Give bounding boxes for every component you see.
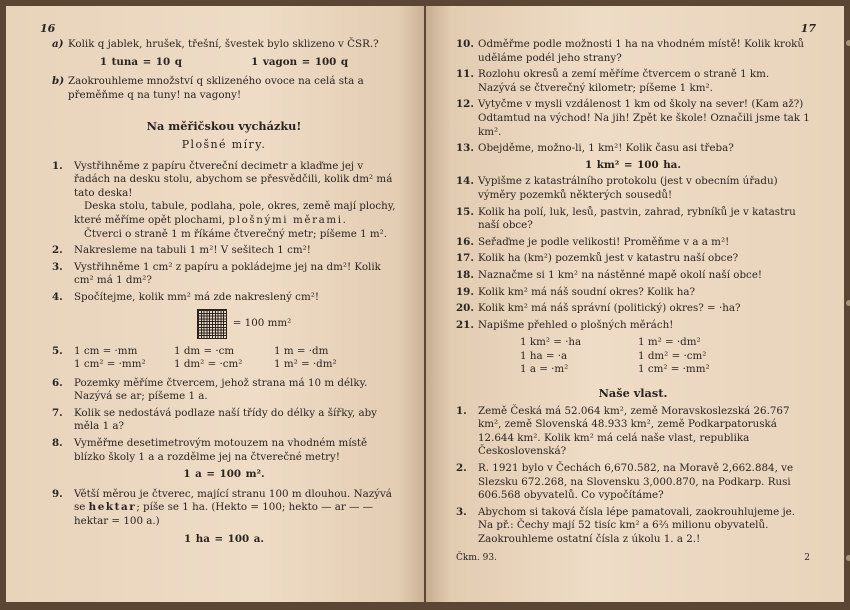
exercise-number: 20. [456,302,474,315]
exercise-text: Vytyčme v mysli vzdálenost 1 km od školy na sever! (Kam až?) Odtamtud na východ! Na jih! Zpět ke škole! Označili jsme tak 1 km². [478,98,810,138]
exercise-14 [456,175,810,202]
exercise-6-number: 6. [52,376,63,389]
unit-m2-dm2: 1 m² = ·dm² [274,358,337,371]
exercise-text: Kolik ha polí, luk, lesů, pastvin, zahrad, rybníků je v katastru naší obce? [478,205,796,232]
exercise-text: Odměřme podle možnosti 1 ha na vhodném místě! Kolik kroků uděláme podél jeho strany? [478,38,805,64]
exercise-number: 14. [456,175,474,188]
section-heading-measuring: Na měřičskou vycházku! [146,119,302,134]
exercise-number: 18. [456,268,474,281]
exercise-2 [52,244,396,258]
binding-hole [846,555,850,561]
exercise-a [52,38,396,52]
exercise-text: Obejděme, možno-li, 1 km²! Kolik času asi třeba? [478,142,734,155]
exercise-text: Rozlohu okresů a zemí měříme čtvercem o straně 1 km. Nazývá se čtverečný kilometr; píšeme 1 km². [478,68,770,94]
exercise-6 [52,377,396,404]
exercise-9-spaced-term: hektar [88,501,137,514]
exercise-number: 16. [456,235,474,248]
exercise-number: 15. [456,205,474,218]
exercise-text: Napišme přehled o plošných měrách! [478,318,674,331]
formula-hektar: 1 ha = 100 a. [183,532,265,545]
unit-km2-ha: 1 km² = ·ha [520,336,582,349]
exercise-2-text: Nakresleme na tabuli 1 m²! V sešitech 1 cm²! [74,244,311,257]
exercise-4-number: 4. [52,290,63,303]
unit-a-m2: 1 a = ·m² [520,363,569,376]
formula-km2-ha: 1 km² = 100 ha. [585,158,681,171]
exercise-b-number: b) [52,75,65,88]
exercise-number: 21. [456,318,474,331]
formula-ar: 1 a = 100 m². [183,468,265,481]
exercise-1-para3: Čtverci o straně 1 m říkáme čtverečný metr; píšeme 1 m². [84,227,388,240]
exercise-7 [52,407,396,434]
exercise-8-number: 8. [52,437,63,450]
exercise-a-text: Kolik q jablek, hrušek, třešní, švestek bylo sklizeno v ČSR.? [68,38,379,50]
exercise-5-units [52,345,396,372]
exercise-3-number: 3. [52,260,63,273]
cm2-grid-figure [92,309,396,339]
exercise-text: Kolik ha (km²) pozemků jest v katastru naší obce? [478,252,739,265]
exercise-number: 12. [456,98,474,111]
exercise-number: 13. [456,142,474,155]
homeland-exercise-1 [456,405,810,459]
exercise-12 [456,98,810,139]
exercise-1-spaced-term: plošnými měrami. [228,213,348,226]
exercise-b [52,75,396,102]
exercise-16 [456,236,810,250]
section-subheading-area: Plošné míry. [181,137,267,151]
exercise-1-text: Vystřihněme z papíru čtvereční decimetr a klaďme jej v řadách na desku stolu, abychom se přesvědčili, kolik dm² má tato deska! [74,159,393,199]
unit-cm-mm: 1 cm = ·mm [74,344,138,357]
exercise-1-para2-text: Deska stolu, tabule, podlaha, pole, okres, země mají plochy, které měříme opět plochami, [74,200,396,226]
unit-cm2-mm2: 1 cm² = ·mm² [638,363,710,376]
exercise-3-text: Vystřihněme 1 cm² z papíru a pokládejme jej na dm²! Kolik cm² má 1 dm²? [74,260,381,287]
grid-label: = 100 mm² [232,316,292,329]
exercise-4-text: Spočítejme, kolik mm² má zde nakreslený cm²! [74,290,319,303]
exercise-number: 11. [456,68,474,81]
unit-m-dm: 1 m = ·dm [274,344,329,357]
exercise-4 [52,291,396,305]
exercise-9-text2: ; píše se 1 ha. (Hekto = 100; hekto — ar — — hektar = 100 a.) [74,501,373,528]
exercise-number: 3. [456,505,467,518]
exercise-text: Vypišme z katastrálního protokolu (jest v obecním úřadu) výměry pozemků některých sousedů! [478,175,778,201]
exercise-text: Kolik km² má náš soudní okres? Kolik ha? [478,285,696,298]
exercise-text: Naznačme si 1 km² na nástěnné mapě okolí naší obce! [478,268,763,281]
unit-dm2-cm2: 1 dm² = ·cm² [174,358,243,371]
exercise-b-text: Zaokrouhleme množství q sklizeného ovoce na celá sta a přeměňme q na tuny! na vagony! [68,75,364,101]
signature-number: 2 [804,553,810,564]
exercise-text: Kolik km² má náš správní (politický) okres? = ·ha? [478,302,741,315]
exercise-9-number: 9. [52,487,63,500]
formula-vagon: 1 vagon = 100 q [251,55,349,68]
exercise-5-number: 5. [52,344,63,357]
exercise-number: 10. [456,38,474,50]
homeland-exercise-2 [456,462,810,503]
unit-m2-dm2: 1 m² = ·dm² [638,336,701,349]
exercise-1 [52,160,396,242]
square-centimeter-grid [197,309,227,339]
exercise-number: 2. [456,462,467,475]
exercise-text: R. 1921 bylo v Čechách 6,670.582, na Moravě 2,662.884, ve Slezsku 672.268, na Slovensku 3,000.870, na Podkarp. Rusi 606.568 obyvatelů. Co vypočítáme? [478,462,794,502]
exercise-13 [456,142,810,156]
unit-cm2-mm2: 1 cm² = ·mm² [74,358,146,371]
section-heading-homeland: Naše vlast. [598,386,668,401]
exercise-3 [52,261,396,288]
unit-dm-cm: 1 dm = ·cm [174,344,235,357]
unit-dm2-cm2: 1 dm² = ·cm² [638,349,707,362]
formula-tuna: 1 tuna = 10 q [99,55,182,68]
exercise-a-number: a) [52,38,64,50]
exercise-19 [456,286,810,300]
exercise-17 [456,252,810,266]
exercise-7-number: 7. [52,406,63,419]
page-number-left: 16 [40,22,56,35]
left-page [6,6,424,602]
exercise-number: 1. [456,404,467,417]
exercise-9 [52,488,396,529]
exercise-21 [456,319,810,333]
exercise-1-number: 1. [52,159,63,172]
exercise-6-text: Pozemky měříme čtvercem, jehož strana má 10 m délky. Nazývá se ar; píšeme 1 a. [74,376,368,403]
exercise-18 [456,269,810,283]
unit-ha-a: 1 ha = ·a [520,349,568,362]
exercise-number: 17. [456,252,474,265]
exercise-11 [456,68,810,95]
exercise-8 [52,437,396,464]
exercise-text: Seřaďme je podle velikosti! Proměňme v a a m²! [478,235,730,248]
exercise-9-text: Větší měrou je čtverec, mající stranu 100 m dlouhou. Nazývá se [74,487,392,514]
page-number-right: 17 [800,22,816,35]
area-units-table [520,336,810,377]
exercise-text: Abychom si taková čísla lépe pamatovali, zaokrouhlujeme je. Na př.: Čechy mají 52 tisíc km² a 6⅔ milionu obyvatelů. Zaokrouhleme ostatní čísla z úkolu 1. a 2.! [478,505,796,545]
exercise-1-para2 [74,200,396,227]
binding-hole [846,300,850,306]
exercise-8-text: Vyměřme desetimetrovým motouzem na vhodném místě blízko školy 1 a a rozdělme jej na čtverečné metry! [74,437,368,463]
exercise-number: 19. [456,285,474,298]
binding-hole [846,40,850,46]
exercise-text: Země Česká má 52.064 km², země Moravskoslezská 26.767 km², země Slovenská 48.933 km², země Podkarpatoruská 12.644 km². Kolik km² má celá naše vlast, republika Československá? [478,404,790,458]
right-page [426,6,844,602]
homeland-exercise-3 [456,506,810,547]
printer-mark: Čkm. 93. [456,553,497,564]
exercise-10 [456,38,810,65]
formula-tuna-vagon [52,56,396,70]
page-footer [456,552,810,566]
exercise-15 [456,206,810,233]
exercise-7-text: Kolik se nedostává podlaze naší třídy do délky a šířky, aby měla 1 a? [74,406,377,433]
exercise-20 [456,302,810,316]
exercise-2-number: 2. [52,244,63,257]
